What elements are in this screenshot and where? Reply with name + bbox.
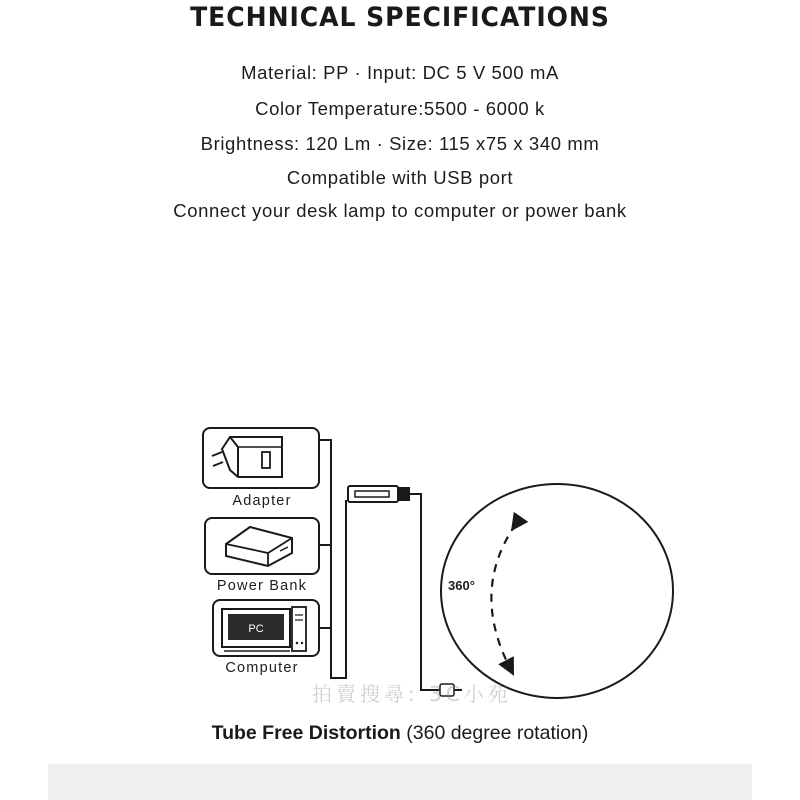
watermark: 拍賣搜尋: 3C小苑 xyxy=(312,682,512,706)
page-title: TECHNICAL SPECIFICATIONS xyxy=(190,2,610,33)
cable-bracket xyxy=(320,440,346,678)
spec-connect-note: Connect your desk lamp to computer or power bank xyxy=(173,200,627,221)
computer-screen-text: PC xyxy=(248,623,264,635)
computer-icon xyxy=(222,607,306,651)
computer-label: Computer xyxy=(225,660,299,676)
rotation-circle xyxy=(441,484,673,698)
adapter-label: Adapter xyxy=(232,493,292,509)
spec-color-temperature: Color Temperature:5500 - 6000 k xyxy=(255,98,545,119)
rotation-degree-label: 360° xyxy=(448,578,475,593)
spec-brightness-size: Brightness: 120 Lm · Size: 115 x75 x 340 mm xyxy=(200,133,600,154)
footer-band xyxy=(48,764,752,800)
usb-plug-icon xyxy=(348,486,440,690)
adapter-box xyxy=(203,428,319,488)
caption-bold: Tube Free Distortion xyxy=(211,722,401,744)
power-bank-box xyxy=(205,518,319,574)
caption-normal: (360 degree rotation) xyxy=(406,722,589,744)
caption xyxy=(0,722,800,745)
spec-material-input: Material: PP · Input: DC 5 V 500 mA xyxy=(241,62,559,83)
spec-compatibility: Compatible with USB port xyxy=(286,167,514,188)
computer-box xyxy=(213,600,319,656)
power-bank-label: Power Bank xyxy=(216,578,308,594)
